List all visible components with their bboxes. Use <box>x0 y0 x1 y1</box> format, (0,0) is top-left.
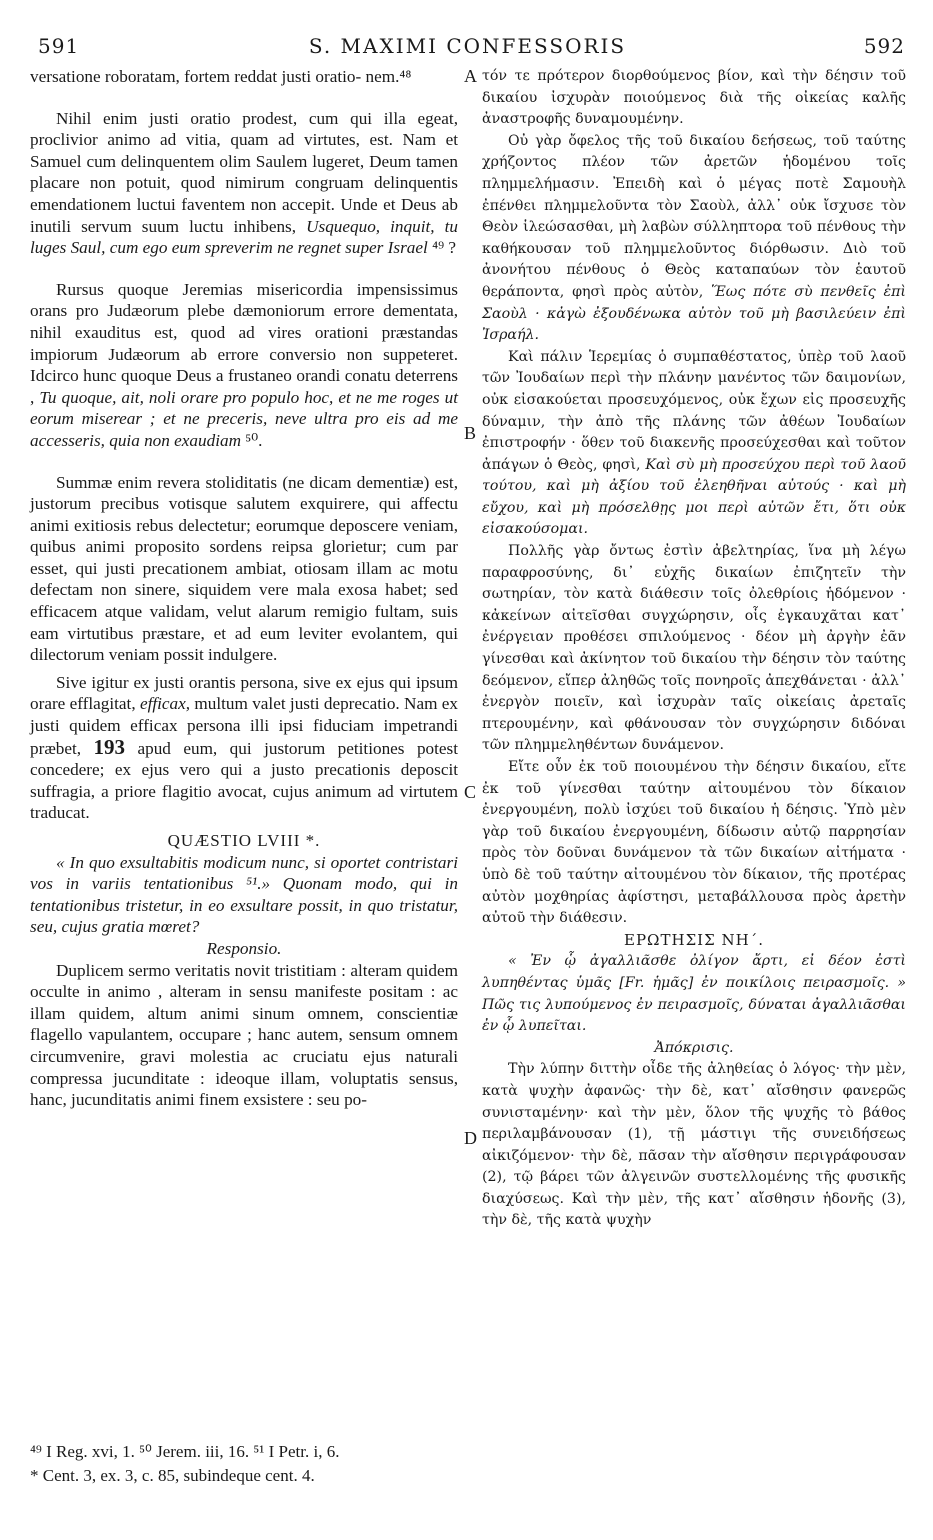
greek-text: Οὐ γὰρ ὄφελος τῆς τοῦ δικαίου δεήσεως, τοῦ ταύτης χρήζοντος πλέον τῶν ἀρετῶν ἡδομένου τοῖς πλημμελήμασιν. Ἐπειδὴ καὶ ὁ μέγας ποτὲ Σαμουὴλ ἐπένθει πλημμελοῦντα τὸν Σαοὺλ, ἀλλ᾽ οὐκ ἴσχυσε τὸν Θεὸν ἱλεώσασθαι, μὴ λαβὼν σύλληπτορα τοῦ πένθους τὴν καθήκουσαν τοῦ πλημμελοῦντος διόρθωσιν. Διὸ τοῦ ἀνονήτου πένθους ὁ Θεὸς καταπαύων τὸν ἑαυτοῦ θεράποντα, φησὶ πρὸς αὐτὸν, <box>482 132 906 300</box>
footnote-ref: ⁴⁹ ? <box>432 238 456 258</box>
latin-text: multum valet justi deprecatio. Nam ex justi quidem efficax persona illi ipsi fiduciam impetrandi præbet, <box>30 694 459 758</box>
latin-paragraph-3 <box>30 279 458 452</box>
footnotes <box>30 1440 460 1488</box>
emphasis: efficax, <box>139 694 191 714</box>
footnote-centuria: * Cent. 3, ex. 3, c. 85, subindeque cent. 4. <box>30 1466 315 1485</box>
greek-paragraph-2 <box>482 131 906 347</box>
latin-text: Rursus quoque Jeremias misericordia impensissimus orans pro Judæorum plebe dæmoniorum errore dementata, nihil exauditus est, quod ad vires orationi præstandas impiorum Judæorum ab errore conversio non suppeteret. Idcirco hunc quoque Deus a frustaneo orandi conatu deterrens , <box>30 279 458 407</box>
margin-marker-c: C <box>464 782 477 802</box>
greek-paragraph-5: Εἴτε οὖν ἐκ τοῦ ποιουμένου τὴν δέησιν δικαίου, εἴτε ἐκ τοῦ γίνεσθαι ταύτην αἰτουμένου τὸν δίκαιον ἐνεργουμένη, πολὺ ἰσχύει τοῦ δικαίου ἡ δέησις. Ὑπὸ μὲν γὰρ τοῦ δικαίου ἐνεργουμένη, δίδωσιν αὐτῷ παρρησίαν πρὸς τὸν δοῦναι δυνάμενον τὰ τῶν δικαίων αἰτήματα · ὑπὸ δὲ τοῦ ταύτην αἰτουμένου τὸν δίκαιον, τῆς προτέρας αὐτὸν μοχθηρίας ἀφίστησι, μεταβάλλουσα πρὸς ἀρετὴν αὐτοῦ τὴν διάθεσιν. <box>482 759 906 927</box>
greek-paragraph-1: τόν τε πρότερον διορθούμενος βίον, καὶ τὴν δέησιν τοῦ δικαίου ἰσχυρὰν ποιούμενος διὰ τῆς οἰκείας καλῆς ἀναστροφῆς δυναμουμένην. <box>482 68 906 128</box>
apokrisis-heading: Ἀπόκρισις. <box>654 1039 734 1056</box>
latin-paragraph-6: Duplicem sermo veritatis novit tristitiam : alteram quidem occulte in animo , alteram in sensu manifeste positam : ac illam quidem, altum animi sinum omnem, conscientiæ flagello vapulantem, occupare ; hanc autem, sensum omnem circumvenire, gravi molestia ac cruciatu ejus naturali compressa jucunditate : ideoque illam, voluptatis sensus, hanc, jucunditatis animi finem exsistere : seu po- <box>30 960 458 1110</box>
column-number-marker: 193 <box>93 734 126 759</box>
right-column-number: 592 <box>863 34 905 58</box>
erotesis-heading: ΕΡΩΤΗΣΙΣ ΝΗ΄. <box>624 930 764 949</box>
scripture-quote: Tu quoque, ait, noli orare pro populo hoc, et ne me roges ut eorum miserear ; et ne preceris, neve ultra pro eis ad me accesseris, quia non exaudiam <box>30 387 458 450</box>
scripture-quote: Καὶ σὺ μὴ προσεύχου περὶ τοῦ λαοῦ τούτου, καὶ μὴ ἀξίου τοῦ ἐλεηθῆναι αὐτούς · καὶ μὴ εὔχου, καὶ μὴ πρόσελθῃς μοι περὶ αὐτῶν ἔτι, ὅτι οὐκ εἰσακούσομαι. <box>482 456 906 538</box>
quaestio-text: « In quo exsultabitis modicum nunc, si oportet contristari vos in variis tentationibus ⁵¹.» Quonam modo, qui in tentationibus tristetur, in eo exsultare possit, in quo tristatur, seu, cujus gratia mœret? <box>30 852 458 937</box>
greek-text: Καὶ πάλιν Ἱερεμίας ὁ συμπαθέστατος, ὑπὲρ τοῦ λαοῦ τῶν Ἰουδαίων περὶ τὴν πλάνην μανέντος τῶν δαιμονίων, οὐκ εἰσακούεται προσευχόμενος, οὐκ ἔχων εἰς προσευχῆς δύναμιν, τὴν ἀπὸ τῆς πλάνης τῶν ἀθέων Ἰουδαίων ἐπιστροφήν · ὅθεν τοῦ διακενῆς προσεύχεσθαι καὶ τοῦτον ἀπάγων ὁ Θεὸς, φησὶ, <box>482 348 906 473</box>
latin-text: apud eum, qui justorum petitiones potest concedere; ex ejus vero qui a justo precationis deposcit suffragia, a priore flagitio avocat, cujus animum ad virtutem traducat. <box>30 738 458 823</box>
latin-column <box>30 66 458 1111</box>
erotesis-text: « Ἐν ᾧ ἀγαλλιᾶσθε ὀλίγον ἄρτι, εἰ δέον ἐστὶ λυπηθέντας ὑμᾶς [Fr. ἡμᾶς] ἐν ποικίλοις πειρασμοῖς. » Πῶς τις λυπούμενος ἐν πειρασμοῖς, δύναται ἀγαλλιᾶσθαι ἐν ᾧ λυπεῖται. <box>482 953 906 1035</box>
latin-paragraph-1: versatione roboratam, fortem reddat justi oratio- nem.⁴⁸ <box>30 67 412 86</box>
running-title: S. MAXIMI CONFESSORIS <box>308 34 627 58</box>
scripture-quote: Usquequo, inquit, tu luges Saul, cum ego eum spreverim ne regnet super Israel <box>30 216 458 258</box>
scripture-quote: Ἕως πότε σὺ πενθεῖς ἐπὶ Σαοὺλ · κἀγὼ ἐξουδένωκα αὐτὸν τοῦ μὴ βασιλεύειν ἐπὶ Ἰσραήλ. <box>482 283 906 344</box>
footnote-ref: ⁵⁰. <box>245 430 263 450</box>
greek-paragraph-6: Τὴν λύπην διττὴν οἶδε τῆς ἀληθείας ὁ λόγος· τὴν μὲν, κατὰ ψυχὴν ἀφανῶς· τὴν δὲ, κατ᾽ αἴσθησιν φανερῶς συνισταμένην· καὶ τὴν μὲν, ὅλον τῆς ψυχῆς τὸ βάθος περιλαμβάνουσαν (1), τῇ μάστιγι τῆς συνειδήσεως αἰκιζόμενον· τὴν δὲ, πᾶσαν τὴν αἴσθησιν περιγράφουσαν (2), τῷ βάρει τῶν ἀλγεινῶν συστελλομένης τῆς φυσικῆς διαχύσεως. Καὶ τὴν μὲν, τῆς κατ᾽ αἴσθησιν ἡδονῆς (3), τὴν δὲ, τῆς κατὰ ψυχὴν <box>482 1061 906 1229</box>
latin-text: Nihil enim justi oratio prodest, cum qui illa egeat, proclivior animo ad vitia, quam ad virtutes, est. Nam et Samuel cum delinquentem olim Saulem lugeret, Deum tamen placare non potuit, quod nimirum congruam delinquentis emendationem luctui faventem non accepit. Unde et Deus ab inutili servum suum luctu inhibens, <box>30 108 458 236</box>
footnote-references: ⁴⁹ I Reg. xvi, 1. ⁵⁰ Jerem. iii, 16. ⁵¹ I Petr. i, 6. <box>30 1442 340 1461</box>
latin-paragraph-2 <box>30 108 458 259</box>
page-header <box>30 34 905 60</box>
greek-paragraph-4: Πολλῆς γὰρ ὄντως ἐστὶν ἀβελτηρίας, ἵνα μὴ λέγω παραφροσύνης, δι᾽ εὐχῆς δικαίων ἐπιζητεῖν τὴν σωτηρίαν, τὸν κατὰ διάθεσιν τοῖς ὀλεθρίοις ἡδόμενον · κἀκείνων αἰτεῖσθαι συγχώρησιν, οἷς ἐγκαυχᾶται κατ᾽ ἐνέργειαν προθέσει σπιλούμενος · δέον μὴ ἀργὴν ἐᾶν γίνεσθαι καὶ ἀκίνητον τοῦ δικαίου τὴν δέησιν τὸν ταύτης δεόμενον, εἴπερ ἀληθῶς τοῖς πονηροῖς ἀπεχθάνεται · ἀλλ᾽ ἐνεργὸν ποιεῖν, καὶ ἰσχυρὰν ταῖς οἰκείαις ἀρεταῖς πτερουμένην, καὶ φθάνουσαν τὸν συγχώρησιν διδόναι τῶν πλημμεληθέντων δυνάμενον. <box>482 543 906 754</box>
left-column-number: 591 <box>38 34 80 58</box>
responsio-heading: Responsio. <box>206 938 282 958</box>
latin-paragraph-4: Summæ enim revera stoliditatis (ne dicam dementiæ) est, justorum precibus votisque salutem exquirere, qui affectu animi exitiosis rebus delectetur; eorumque deposcere veniam, quibus animi proposito sordens reipsa glorietur; cum par esset, qui justi precationem ambiat, otiosam illam ac motu defectam non sinere, siquidem vere mala exosa habet; sed efficacem atque validam, velut alarum remigio fultam, suis eam virtutibus præstare, et ad eum leviter evolantem, qui dilectorum veniam possit indulgere. <box>30 472 458 665</box>
latin-text: Sive igitur ex justi orantis persona, sive ex ejus qui ipsum orare efflagitat, <box>30 672 458 714</box>
margin-marker-b: B <box>464 423 477 443</box>
greek-column <box>482 66 906 1232</box>
quaestio-heading: QUÆSTIO LVIII *. <box>167 831 321 850</box>
greek-paragraph-3 <box>482 347 906 541</box>
margin-marker-d: D <box>464 1128 477 1148</box>
latin-paragraph-5 <box>30 672 458 824</box>
margin-marker-a: A <box>464 66 477 86</box>
